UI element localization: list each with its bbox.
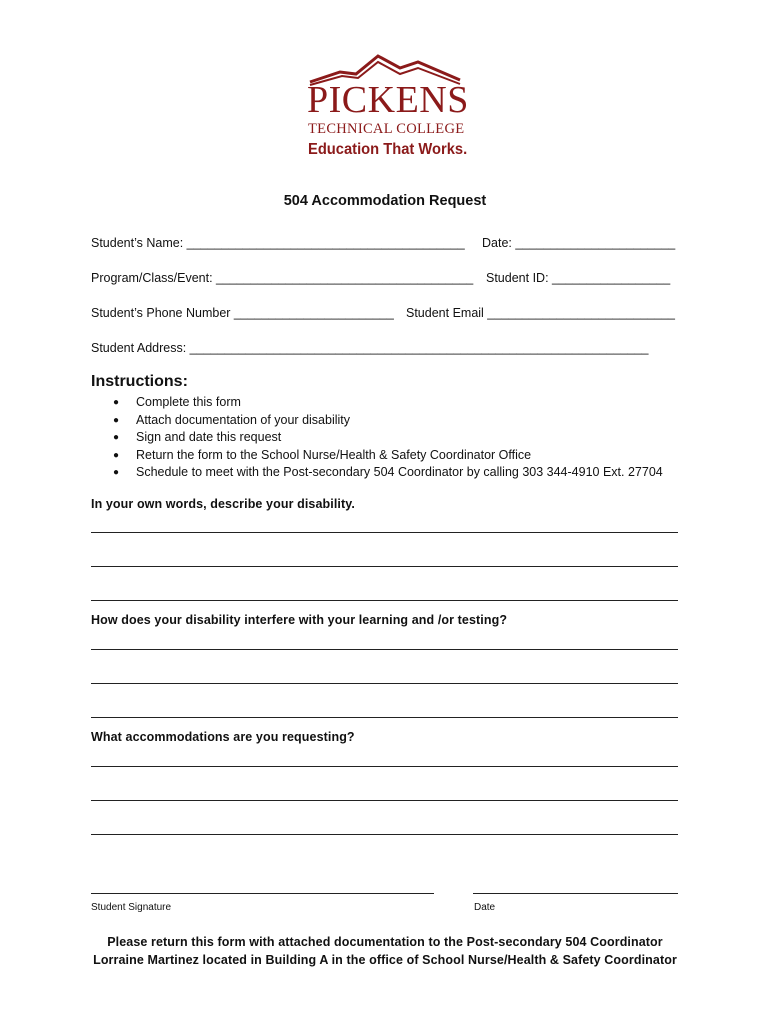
logo-name: PICKENS — [307, 79, 469, 121]
date-field[interactable]: Date: _______________________ — [482, 236, 676, 250]
address-field[interactable]: Student Address: __________________________________________________________________ — [91, 341, 649, 355]
instruction-item — [91, 464, 663, 482]
instructions-list — [91, 394, 663, 482]
answer-line[interactable] — [91, 834, 678, 835]
footer-line-1: Please return this form with attached documentation to the Post-secondary 504 Coordinator — [107, 935, 663, 949]
logo-subtitle: TECHNICAL COLLEGE — [308, 121, 465, 137]
student-id-field[interactable]: Student ID: _________________ — [486, 271, 671, 285]
footer-line-2: Lorraine Martinez located in Building A in the office of School Nurse/Health & Safety Coordinator — [93, 953, 677, 967]
bullet-icon: ● — [113, 432, 120, 443]
answer-line[interactable] — [91, 532, 678, 533]
instruction-text: Sign and date this request — [136, 430, 282, 444]
date-label: Date — [474, 902, 496, 913]
question-disability: In your own words, describe your disability. — [91, 497, 355, 511]
bullet-icon: ● — [113, 414, 120, 426]
instructions-heading: Instructions: — [91, 373, 188, 390]
logo-tagline: Education That Works. — [308, 141, 468, 158]
instruction-text: Return the form to the School Nurse/Health & Safety Coordinator Office — [136, 447, 532, 462]
instruction-text: Complete this form — [136, 395, 241, 409]
form-title: 504 Accommodation Request — [283, 193, 487, 209]
student-name-field[interactable]: Student’s Name: ________________________________________ — [91, 236, 465, 250]
question-accommodations: What accommodations are you requesting? — [91, 730, 355, 744]
instruction-item — [91, 447, 663, 465]
instruction-text: Attach documentation of your disability — [136, 412, 351, 427]
question-interference: How does your disability interfere with your learning and /or testing? — [91, 613, 508, 627]
instruction-text: Schedule to meet with the Post-secondary 504 Coordinator by calling 303 344-4910 Ext. 27704 — [136, 465, 663, 479]
signature-label: Student Signature — [91, 902, 172, 913]
bullet-icon: ● — [113, 449, 120, 461]
answer-line[interactable] — [91, 683, 678, 684]
bullet-icon: ● — [113, 467, 120, 478]
instruction-item — [91, 394, 663, 412]
phone-field[interactable]: Student’s Phone Number _______________________ — [91, 306, 394, 320]
answer-line[interactable] — [91, 566, 678, 567]
pickens-logo — [300, 50, 470, 165]
email-field[interactable]: Student Email ___________________________ — [406, 306, 675, 320]
answer-line[interactable] — [91, 766, 678, 767]
date-line[interactable] — [473, 893, 678, 894]
program-field[interactable]: Program/Class/Event: _____________________________________ — [91, 271, 474, 285]
answer-line[interactable] — [91, 649, 678, 650]
answer-line[interactable] — [91, 717, 678, 718]
signature-line[interactable] — [91, 893, 434, 894]
instruction-item — [91, 412, 663, 430]
answer-line[interactable] — [91, 600, 678, 601]
bullet-icon: ● — [113, 397, 120, 408]
answer-line[interactable] — [91, 800, 678, 801]
instruction-item — [91, 429, 663, 447]
